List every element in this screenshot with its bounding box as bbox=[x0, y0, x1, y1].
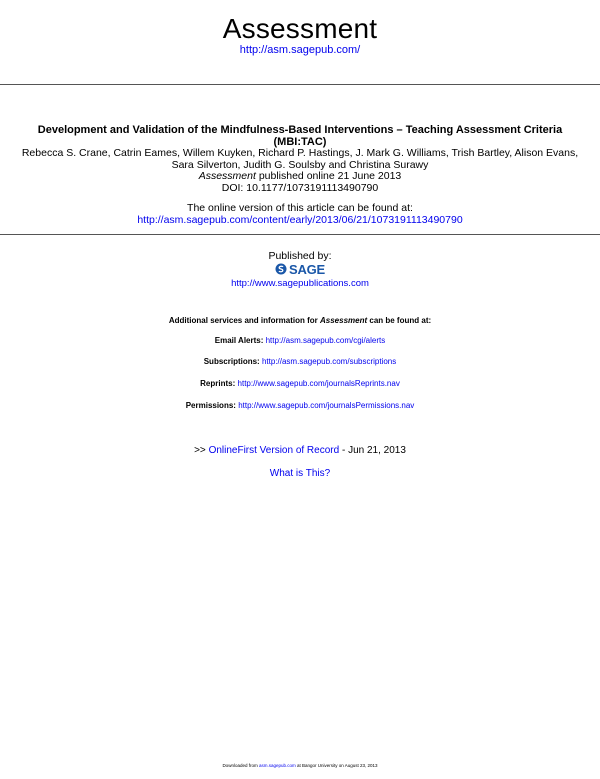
service-link-permissions[interactable]: http://www.sagepub.com/journalsPermissions.nav bbox=[238, 401, 415, 410]
article-meta bbox=[0, 148, 600, 194]
published-online-date: published online 21 June 2013 bbox=[255, 170, 402, 182]
publisher-url-wrap bbox=[0, 278, 600, 289]
service-link-email-alerts[interactable]: http://asm.sagepub.com/cgi/alerts bbox=[265, 336, 386, 345]
top-divider bbox=[0, 84, 600, 85]
online-version-link[interactable]: http://asm.sagepub.com/content/early/2013/06/21/1073191113490790 bbox=[137, 213, 463, 226]
footer-prefix: Downloaded from bbox=[222, 763, 259, 768]
online-first-record bbox=[0, 445, 600, 456]
services-heading-suffix: can be found at: bbox=[367, 316, 432, 325]
service-reprints bbox=[0, 379, 600, 389]
service-label: Email Alerts: bbox=[214, 336, 264, 345]
journal-url-wrap bbox=[0, 44, 600, 57]
service-label: Reprints: bbox=[200, 379, 236, 388]
service-link-reprints[interactable]: http://www.sagepub.com/journalsReprints.nav bbox=[237, 379, 400, 388]
published-by-label: Published by: bbox=[268, 250, 332, 262]
services-heading-journal: Assessment bbox=[320, 316, 368, 325]
service-email-alerts bbox=[0, 336, 600, 346]
footer-suffix: at Bangor University on August 23, 2013 bbox=[295, 763, 378, 768]
published-online bbox=[0, 171, 600, 183]
authors-line2: Sara Silverton, Judith G. Soulsby and Christina Surawy bbox=[171, 158, 429, 171]
service-label: Subscriptions: bbox=[203, 357, 260, 366]
what-is-this-wrap bbox=[0, 468, 600, 479]
journal-name-italic: Assessment bbox=[198, 170, 256, 182]
what-is-this-link[interactable]: What is This? bbox=[269, 468, 331, 479]
journal-url-link[interactable]: http://asm.sagepub.com/ bbox=[239, 44, 361, 56]
doi: DOI: 10.1177/1073191113490790 bbox=[221, 181, 379, 194]
sage-logo-icon bbox=[275, 263, 287, 275]
sage-logo-text: SAGE bbox=[288, 261, 326, 277]
online-first-link[interactable]: OnlineFirst Version of Record bbox=[208, 445, 340, 456]
service-label: Permissions: bbox=[185, 401, 236, 410]
bottom-divider bbox=[0, 234, 600, 235]
publisher-url-link[interactable]: http://www.sagepublications.com bbox=[231, 278, 369, 289]
online-version-intro: The online version of this article can be found at: bbox=[187, 202, 413, 214]
sage-logo bbox=[0, 262, 600, 276]
service-subscriptions bbox=[0, 357, 600, 367]
article-title-line1: Development and Validation of the Mindfulness-Based Interventions – Teaching Assessment Criteria bbox=[37, 124, 563, 136]
article-title-line2: (MBI:TAC) bbox=[273, 136, 327, 148]
service-link-subscriptions[interactable]: http://asm.sagepub.com/subscriptions bbox=[261, 357, 397, 366]
services-heading-prefix: Additional services and information for bbox=[168, 316, 320, 325]
online-version-block bbox=[0, 203, 600, 226]
journal-title: Assessment bbox=[222, 13, 378, 44]
service-permissions bbox=[0, 401, 600, 411]
additional-services-heading bbox=[0, 316, 600, 325]
record-prefix: >> bbox=[194, 445, 209, 456]
article-title bbox=[0, 124, 600, 148]
footer-link[interactable]: asm.sagepub.com bbox=[258, 763, 296, 768]
authors-line1: Rebecca S. Crane, Catrin Eames, Willem Kuyken, Richard P. Hastings, J. Mark G. Williams, Trish Bartley, Alison Evans, bbox=[21, 147, 579, 159]
download-footer bbox=[0, 763, 600, 769]
record-date: - Jun 21, 2013 bbox=[339, 445, 406, 456]
